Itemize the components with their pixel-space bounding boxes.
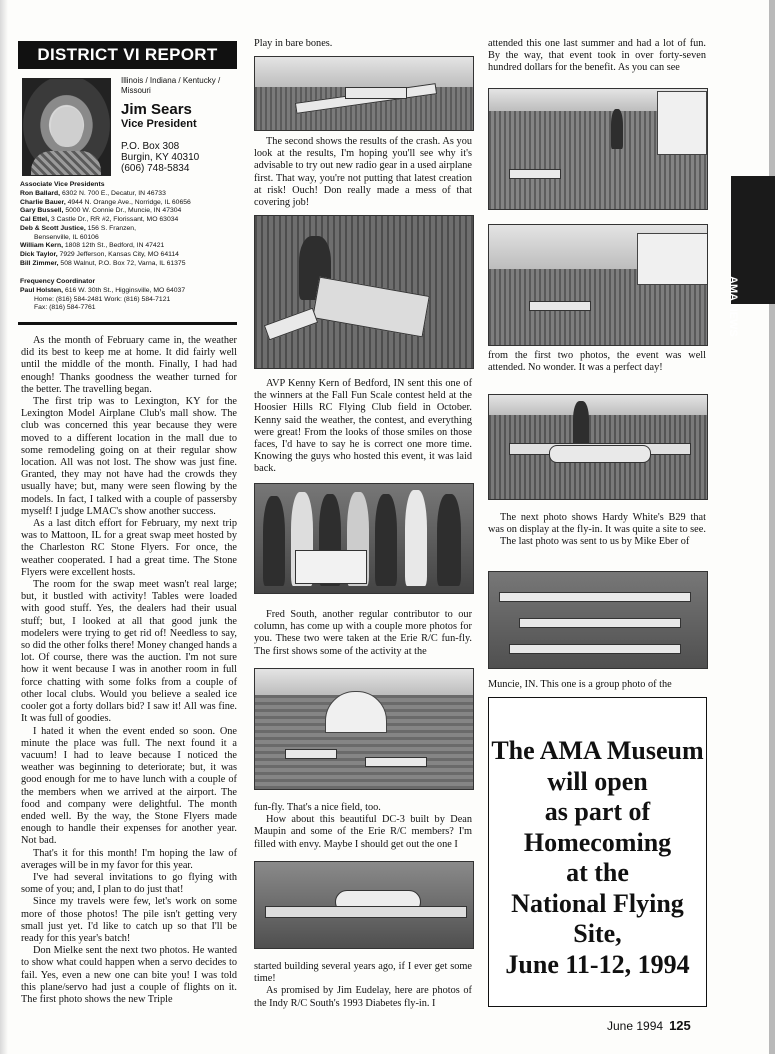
associate-row <box>20 207 240 216</box>
paragraph: The first trip was to Lexington, KY for the Lexington Model Airplane Club's mall show. The club was concerned this year because they were moved to a different location in the mall due to some remodeling going on at their regular show location. All was not lost. The show was just fine. Granted, they may not have had the crowds they usually have; but, many were seen flowing by the models. In fact, I talked with a couple of passersby myself! I judge LMAC's show another success. <box>21 396 237 517</box>
plane-model <box>519 618 681 628</box>
column2-text-2 <box>254 136 472 209</box>
photo-person <box>573 401 589 447</box>
frequency-info: 616 W. 30th St., Higginsville, MO 64037 <box>64 286 186 294</box>
museum-line: June 11-12, 1994 <box>505 949 690 979</box>
paragraph: AVP Kenny Kern of Bedford, IN sent this one of the winners at the Fall Fun Scale contest held at the Hoosier Hills RC Flying Club field in October. Kenny said the weather, the contest, and everything were great! From the looks of those smiles on those faces, I'd have to say he is correct one more time. Knowing the guys who hosted this event, it was laid back. <box>254 378 472 475</box>
plane-model <box>529 301 591 311</box>
associate-row <box>20 242 240 251</box>
column2-text-1 <box>254 38 472 50</box>
portrait-face <box>51 107 83 147</box>
museum-line: Site, <box>573 919 622 948</box>
photo-triple-play-plane <box>254 56 474 131</box>
paragraph: As the month of February came in, the weather did its best to keep me at home. It did fairly well until the middle of the month. Finally, I had had enough! Thanks goodness the weather turned for the better. The travelling began. <box>21 335 237 395</box>
address-line: (606) 748-5834 <box>121 163 190 174</box>
photo-b29-model <box>488 394 708 500</box>
column2-text-3 <box>254 378 472 476</box>
column2-text-6 <box>254 961 472 1010</box>
frequency-coordinator <box>20 278 240 313</box>
frequency-heading: Frequency Coordinator <box>20 278 96 285</box>
photo-dc3-model <box>254 861 474 949</box>
column2-text-4 <box>254 609 472 658</box>
associate-name: Gary Bussell, <box>20 207 64 215</box>
plane-model <box>509 169 561 179</box>
page-footer <box>607 1018 691 1033</box>
photo-person <box>263 496 285 586</box>
associate-name: Ron Ballard, <box>20 189 61 197</box>
associate-row <box>20 225 240 234</box>
article-column-1 <box>21 335 237 1006</box>
museum-line: National Flying <box>511 888 684 918</box>
frequency-fax: Fax: (816) 584-7761 <box>34 304 96 312</box>
associate-info: 3 Castle Dr., RR #2, Florissant, MO 63034 <box>50 216 179 223</box>
associate-info: Bensenville, IL 60106 <box>34 233 99 241</box>
paragraph: I've had several invitations to go flying with some of you; and, I plan to do just that! <box>21 871 237 896</box>
ama-news-label: AMA NEWS <box>727 276 739 337</box>
associate-name: Charlie Bauer, <box>20 198 66 206</box>
paragraph: As promised by Jim Eudelay, here are photos of the Indy R/C South's 1993 Diabetes fly-in. I <box>254 985 472 1009</box>
photo-contest-winners <box>254 483 474 594</box>
associate-info: 156 S. Franzen, <box>87 224 136 232</box>
associate-name: Deb & Scott Justice, <box>20 224 86 232</box>
vp-address <box>121 141 199 174</box>
column3-text-2 <box>488 350 706 374</box>
frequency-row <box>20 287 240 296</box>
photo-sky <box>489 395 707 415</box>
photo-sky <box>255 57 473 87</box>
address-line: Burgin, KY 40310 <box>121 152 200 163</box>
page-shadow-left <box>0 0 8 1054</box>
page-shadow-right <box>769 0 775 1054</box>
photo-person <box>375 494 397 586</box>
associate-row <box>20 251 240 260</box>
museum-announcement <box>489 736 706 980</box>
photo-muncie-group <box>488 571 708 669</box>
b29-fuselage <box>549 445 651 463</box>
associate-row <box>20 190 240 199</box>
associate-name: Bill Zimmer, <box>20 259 59 267</box>
frequency-name: Paul Holsten, <box>20 286 64 294</box>
paragraph: Don Mielke sent the next two photos. He wanted to show what could happen when a servo decides to fail. Yes, even a new one can bite you! I was told this plane/servo had just a couple of flights on it. The first photo shows the new Triple <box>21 945 237 1005</box>
states-line: Illinois / Indiana / Kentucky / <box>121 76 221 85</box>
paragraph: The room for the swap meet wasn't real large; but, it bustled with activity! Tables were loaded with good stuff. Yes, the dealers had their usual stuff; but, I looked at all that good junk the modelers were trying to get rid of! Needless to say, so did the other folks there! Money changed hands a lot. Of course, there was the auction. I'm not sure how it went because I was in another room in full force chatting with some folks from a couple of other local clubs. Would you believe a sealed ice cooler got a forty dollars bid? I saw it! All was fine. It was full of goodies. <box>21 579 237 725</box>
portrait-shirt <box>31 151 101 175</box>
paragraph: started building several years ago, if I ever get some time! <box>254 961 472 985</box>
ama-news-tab <box>727 176 775 337</box>
photo-person <box>611 109 623 149</box>
associate-row <box>20 216 240 225</box>
frequency-phone: Home: (816) 584-2481 Work: (816) 584-7121 <box>34 295 171 303</box>
associate-info: 1808 12th St., Bedford, IN 47421 <box>64 242 165 250</box>
plane-model <box>365 757 427 767</box>
paragraph: How about this beautiful DC-3 built by Dean Maupin and some of the Erie R/C members? I'm filled with envy. Maybe I should get out the one I <box>254 814 472 850</box>
paragraph: I hated it when the event ended so soon. One minute the place was full. The next found it a vacuum! I had to leave because I noticed the weather was beginning to deteriorate; but, it was good enough for me to have lunch with a couple of the members when we arrived at the airport. The food and company were delightful. The month ended well. By the way, the Stone Flyers made enough to handle their expenses for another year. Not bad. <box>21 725 237 847</box>
paragraph: fun-fly. That's a nice field, too. <box>254 802 381 813</box>
photo-tent <box>637 233 708 285</box>
photo-tent <box>657 91 707 155</box>
photo-flyin-pits-2 <box>488 224 708 346</box>
paragraph: attended this one last summer and had a lot of fun. By the way, that event took in over forty-seven hundred dollars for the benefit. As you can see <box>488 38 706 74</box>
museum-line: Homecoming <box>523 827 672 857</box>
column3-text-3 <box>488 512 706 549</box>
museum-line: The AMA Museum <box>491 736 704 765</box>
paragraph: That's it for this month! I'm hoping the law of averages will be in my favor for this year. <box>21 847 237 871</box>
associate-info: 6302 N. 700 E., Decatur, IN 46733 <box>61 189 166 197</box>
paragraph: Play in bare bones. <box>254 38 333 49</box>
plane-model <box>509 644 681 654</box>
paragraph: Since my travels were few, let's work on some more of those photos! The pile isn't getting very small just yet. I'd like to catch up so that I'll be ready for this year's batch! <box>21 896 237 944</box>
photo-erie-fun-fly <box>254 668 474 790</box>
paragraph: Fred South, another regular contributor to our column, has come up with a couple more photos for you. These two were taken at the Erie R/C fun-fly. The first shows some of the activity at the <box>254 609 472 657</box>
museum-line: will open <box>547 766 648 796</box>
column3-text-1 <box>488 38 706 75</box>
paragraph: The second shows the results of the crash. As you look at the results, I'm hoping you'll see why it's advisable to try out new radio gear in a used airplane first. That way, you're not putting that latest creation at risk! Ouch! Don really made a mess of that covering job! <box>254 136 472 209</box>
states-line: Missouri <box>121 86 151 95</box>
museum-announcement-box <box>488 697 707 1007</box>
photo-crash-wreckage <box>254 215 474 369</box>
paragraph: from the first two photos, the event was well attended. No wonder. It was a perfect day! <box>488 350 706 374</box>
section-header: DISTRICT VI REPORT <box>18 41 237 69</box>
associate-heading: Associate Vice Presidents <box>20 181 105 188</box>
associate-info: 7929 Jefferson, Kansas City, MO 64114 <box>59 251 179 258</box>
museum-line: as part of <box>544 797 651 826</box>
plane-model <box>285 749 337 759</box>
district-states <box>121 76 241 96</box>
dc3-wing <box>265 906 467 918</box>
associate-vp-list <box>20 181 240 269</box>
associate-info: 5000 W. Connie Dr., Muncie, IN 47304 <box>65 207 182 215</box>
associate-name: Cal Ettel, <box>20 216 50 223</box>
photo-flyin-pits-1 <box>488 88 708 210</box>
issue-date: June 1994 <box>607 1019 664 1033</box>
paragraph: Muncie, IN. This one is a group photo of the <box>488 679 672 690</box>
plane-fuselage <box>345 87 407 99</box>
photo-person <box>405 490 427 586</box>
column2-text-5 <box>254 802 472 851</box>
vp-name: Jim Sears <box>121 101 192 118</box>
associate-info: 508 Walnut, P.O. Box 72, Varna, IL 61375 <box>60 259 186 267</box>
column3-text-4 <box>488 679 706 691</box>
vp-title: Vice President <box>121 118 197 130</box>
associate-name: William Kern, <box>20 242 63 250</box>
plane-model <box>499 592 691 602</box>
paragraph: The last photo was sent to us by Mike Eber of <box>500 536 690 548</box>
photo-person <box>437 494 461 586</box>
trophy-box <box>295 550 367 584</box>
paragraph: As a last ditch effort for February, my next trip was to Mattoon, IL for a great swap meet hosted by the Charleston RC Stone Flyers. For once, the weather cooperated. I had a great time. The Stone Flyers were excellent hosts. <box>21 518 237 578</box>
associate-info: 4944 N. Orange Ave., Norridge, IL 60656 <box>67 198 191 206</box>
vp-portrait-photo <box>22 78 111 176</box>
associate-row <box>20 199 240 208</box>
page-number: 125 <box>669 1018 691 1033</box>
associate-row <box>20 234 240 243</box>
address-line: P.O. Box 308 <box>121 141 180 152</box>
associate-row <box>20 260 240 269</box>
column-rule <box>18 322 237 325</box>
museum-line: at the <box>566 858 629 887</box>
associate-name: Dick Taylor, <box>20 251 58 258</box>
paragraph: The next photo shows Hardy White's B29 that was on display at the fly-in. It was quite a site to see. <box>488 512 706 536</box>
